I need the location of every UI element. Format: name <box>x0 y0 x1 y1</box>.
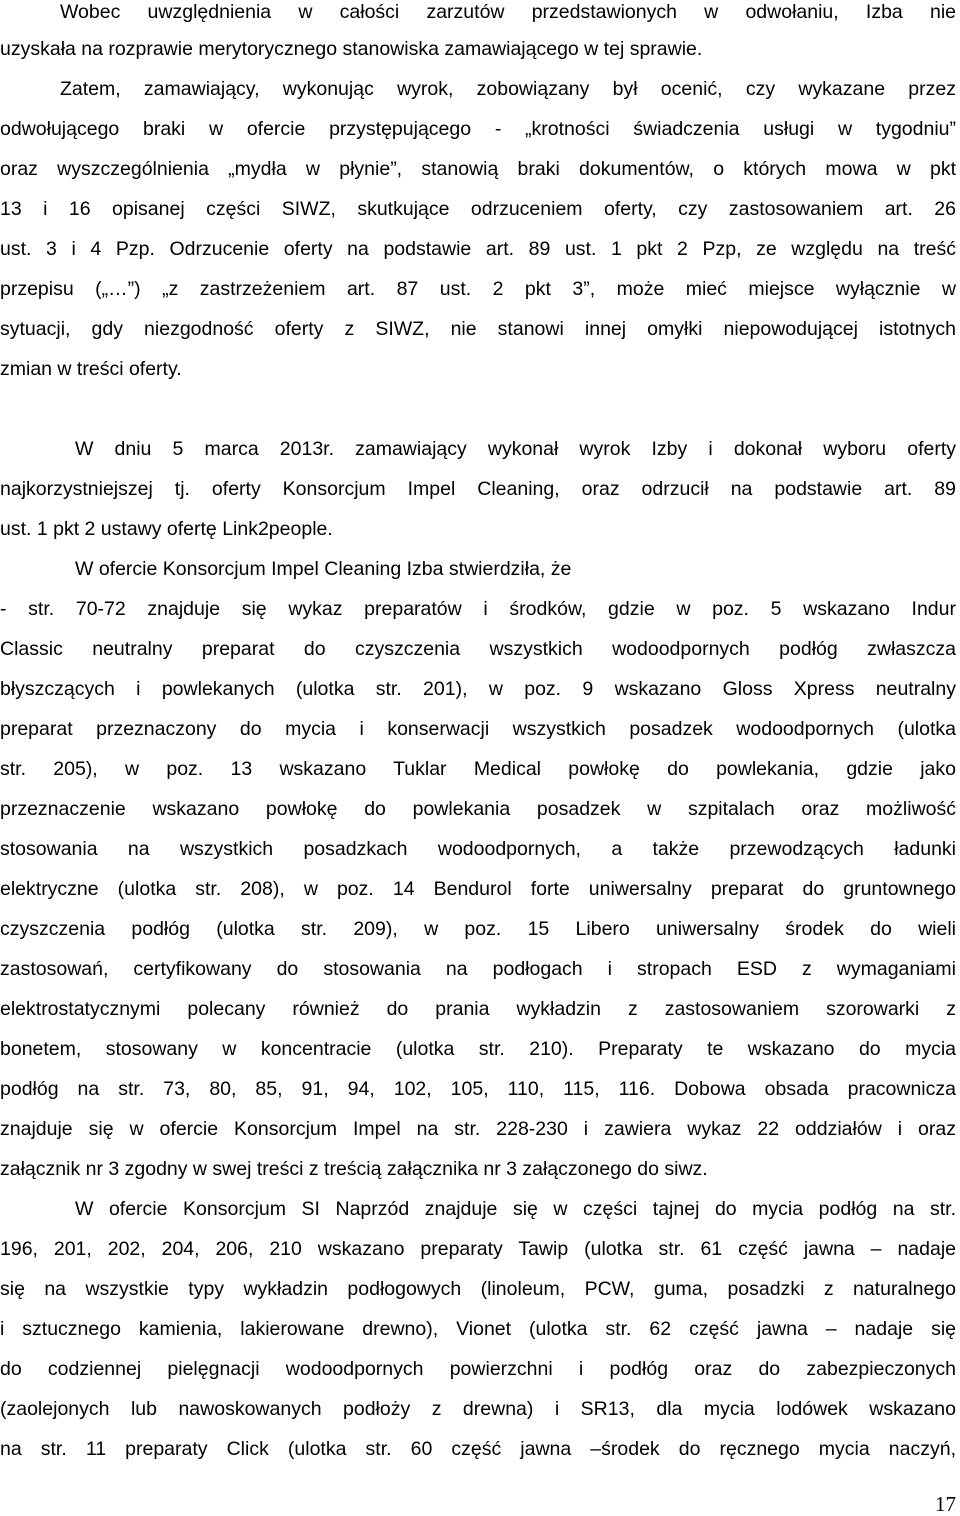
text-line: odwołującego braki w ofercie przystępującego - „krotności świadczenia usługi w tygodniu” <box>0 118 956 140</box>
text-line: i sztucznego kamienia, lakierowane drewno), Vionet (ulotka str. 62 część jawna – nadaje się <box>0 1318 956 1340</box>
text-line: zmian w treści oferty. <box>0 358 182 380</box>
text-line: błyszczących i powlekanych (ulotka str. 201), w poz. 9 wskazano Gloss Xpress neutralny <box>0 678 956 700</box>
text-line: na str. 11 preparaty Click (ulotka str. 60 część jawna –środek do ręcznego mycia naczyń, <box>0 1438 956 1460</box>
text-line: się na wszystkie typy wykładzin podłogowych (linoleum, PCW, guma, posadzki z naturalnego <box>0 1278 956 1300</box>
text-line: ust. 1 pkt 2 ustawy ofertę Link2people. <box>0 518 333 540</box>
text-line: stosowania na wszystkich posadzkach wodoodpornych, a także przewodzących ładunki <box>0 838 956 860</box>
text-line: przeznaczenie wskazano powłokę do powlekania posadzek w szpitalach oraz możliwość <box>0 798 956 820</box>
text-line: uzyskała na rozprawie merytorycznego stanowiska zamawiającego w tej sprawie. <box>0 38 703 60</box>
text-line: do codziennej pielęgnacji wodoodpornych powierzchni i podłóg oraz do zabezpieczonych <box>0 1358 956 1380</box>
text-line: elektrostatycznymi polecany również do prania wykładzin z zastosowaniem szorowarki z <box>0 998 956 1020</box>
text-line: 13 i 16 opisanej części SIWZ, skutkujące odrzuceniem oferty, czy zastosowaniem art. 26 <box>0 198 956 220</box>
text-line: - str. 70-72 znajduje się wykaz preparatów i środków, gdzie w poz. 5 wskazano Indur <box>0 598 956 620</box>
text-line: preparat przeznaczony do mycia i konserwacji wszystkich posadzek wodoodpornych (ulotka <box>0 718 956 740</box>
text-line: znajduje się w ofercie Konsorcjum Impel na str. 228-230 i zawiera wykaz 22 oddziałów i oraz <box>0 1118 956 1140</box>
text-line: sytuacji, gdy niezgodność oferty z SIWZ, nie stanowi innej omyłki niepowodującej istotnych <box>0 318 956 340</box>
text-line: podłóg na str. 73, 80, 85, 91, 94, 102, 105, 110, 115, 116. Dobowa obsada pracownicza <box>0 1078 956 1100</box>
text-line: ust. 3 i 4 Pzp. Odrzucenie oferty na podstawie art. 89 ust. 1 pkt 2 Pzp, ze względu na treść <box>0 238 956 260</box>
text-line: Classic neutralny preparat do czyszczenia wszystkich wodoodpornych podłóg zwłaszcza <box>0 638 956 660</box>
text-line: zastosowań, certyfikowany do stosowania na podłogach i stropach ESD z wymaganiami <box>0 958 956 980</box>
text-line: W dniu 5 marca 2013r. zamawiający wykonał wyrok Izby i dokonał wyboru oferty <box>75 438 956 460</box>
text-line: W ofercie Konsorcjum SI Naprzód znajduje się w części tajnej do mycia podłóg na str. <box>75 1198 956 1220</box>
text-line: Zatem, zamawiający, wykonując wyrok, zobowiązany był ocenić, czy wykazane przez <box>60 78 956 100</box>
text-line: oraz wyszczególnienia „mydła w płynie”, stanowią braki dokumentów, o których mowa w pkt <box>0 158 956 180</box>
text-line: najkorzystniejszej tj. oferty Konsorcjum Impel Cleaning, oraz odrzucił na podstawie art. 89 <box>0 478 956 500</box>
text-line: Wobec uwzględnienia w całości zarzutów przedstawionych w odwołaniu, Izba nie <box>60 1 956 23</box>
text-line: W ofercie Konsorcjum Impel Cleaning Izba stwierdziła, że <box>75 558 572 580</box>
text-line: str. 205), w poz. 13 wskazano Tuklar Medical powłokę do powlekania, gdzie jako <box>0 758 956 780</box>
text-line: załącznik nr 3 zgodny w swej treści z treścią załącznika nr 3 załączonego do siwz. <box>0 1158 708 1180</box>
text-line: (zaolejonych lub nawoskowanych podłoży z drewna) i SR13, dla mycia lodówek wskazano <box>0 1398 956 1420</box>
text-line: bonetem, stosowany w koncentracie (ulotka str. 210). Preparaty te wskazano do mycia <box>0 1038 956 1060</box>
text-line: czyszczenia podłóg (ulotka str. 209), w poz. 15 Libero uniwersalny środek do wieli <box>0 918 956 940</box>
page-number: 17 <box>935 1492 956 1516</box>
text-line: przepisu („…”) „z zastrzeżeniem art. 87 ust. 2 pkt 3”, może mieć miejsce wyłącznie w <box>0 278 956 300</box>
text-line: 196, 201, 202, 204, 206, 210 wskazano preparaty Tawip (ulotka str. 61 część jawna – nadaje <box>0 1238 956 1260</box>
text-line: elektryczne (ulotka str. 208), w poz. 14 Bendurol forte uniwersalny preparat do gruntownego <box>0 878 956 900</box>
